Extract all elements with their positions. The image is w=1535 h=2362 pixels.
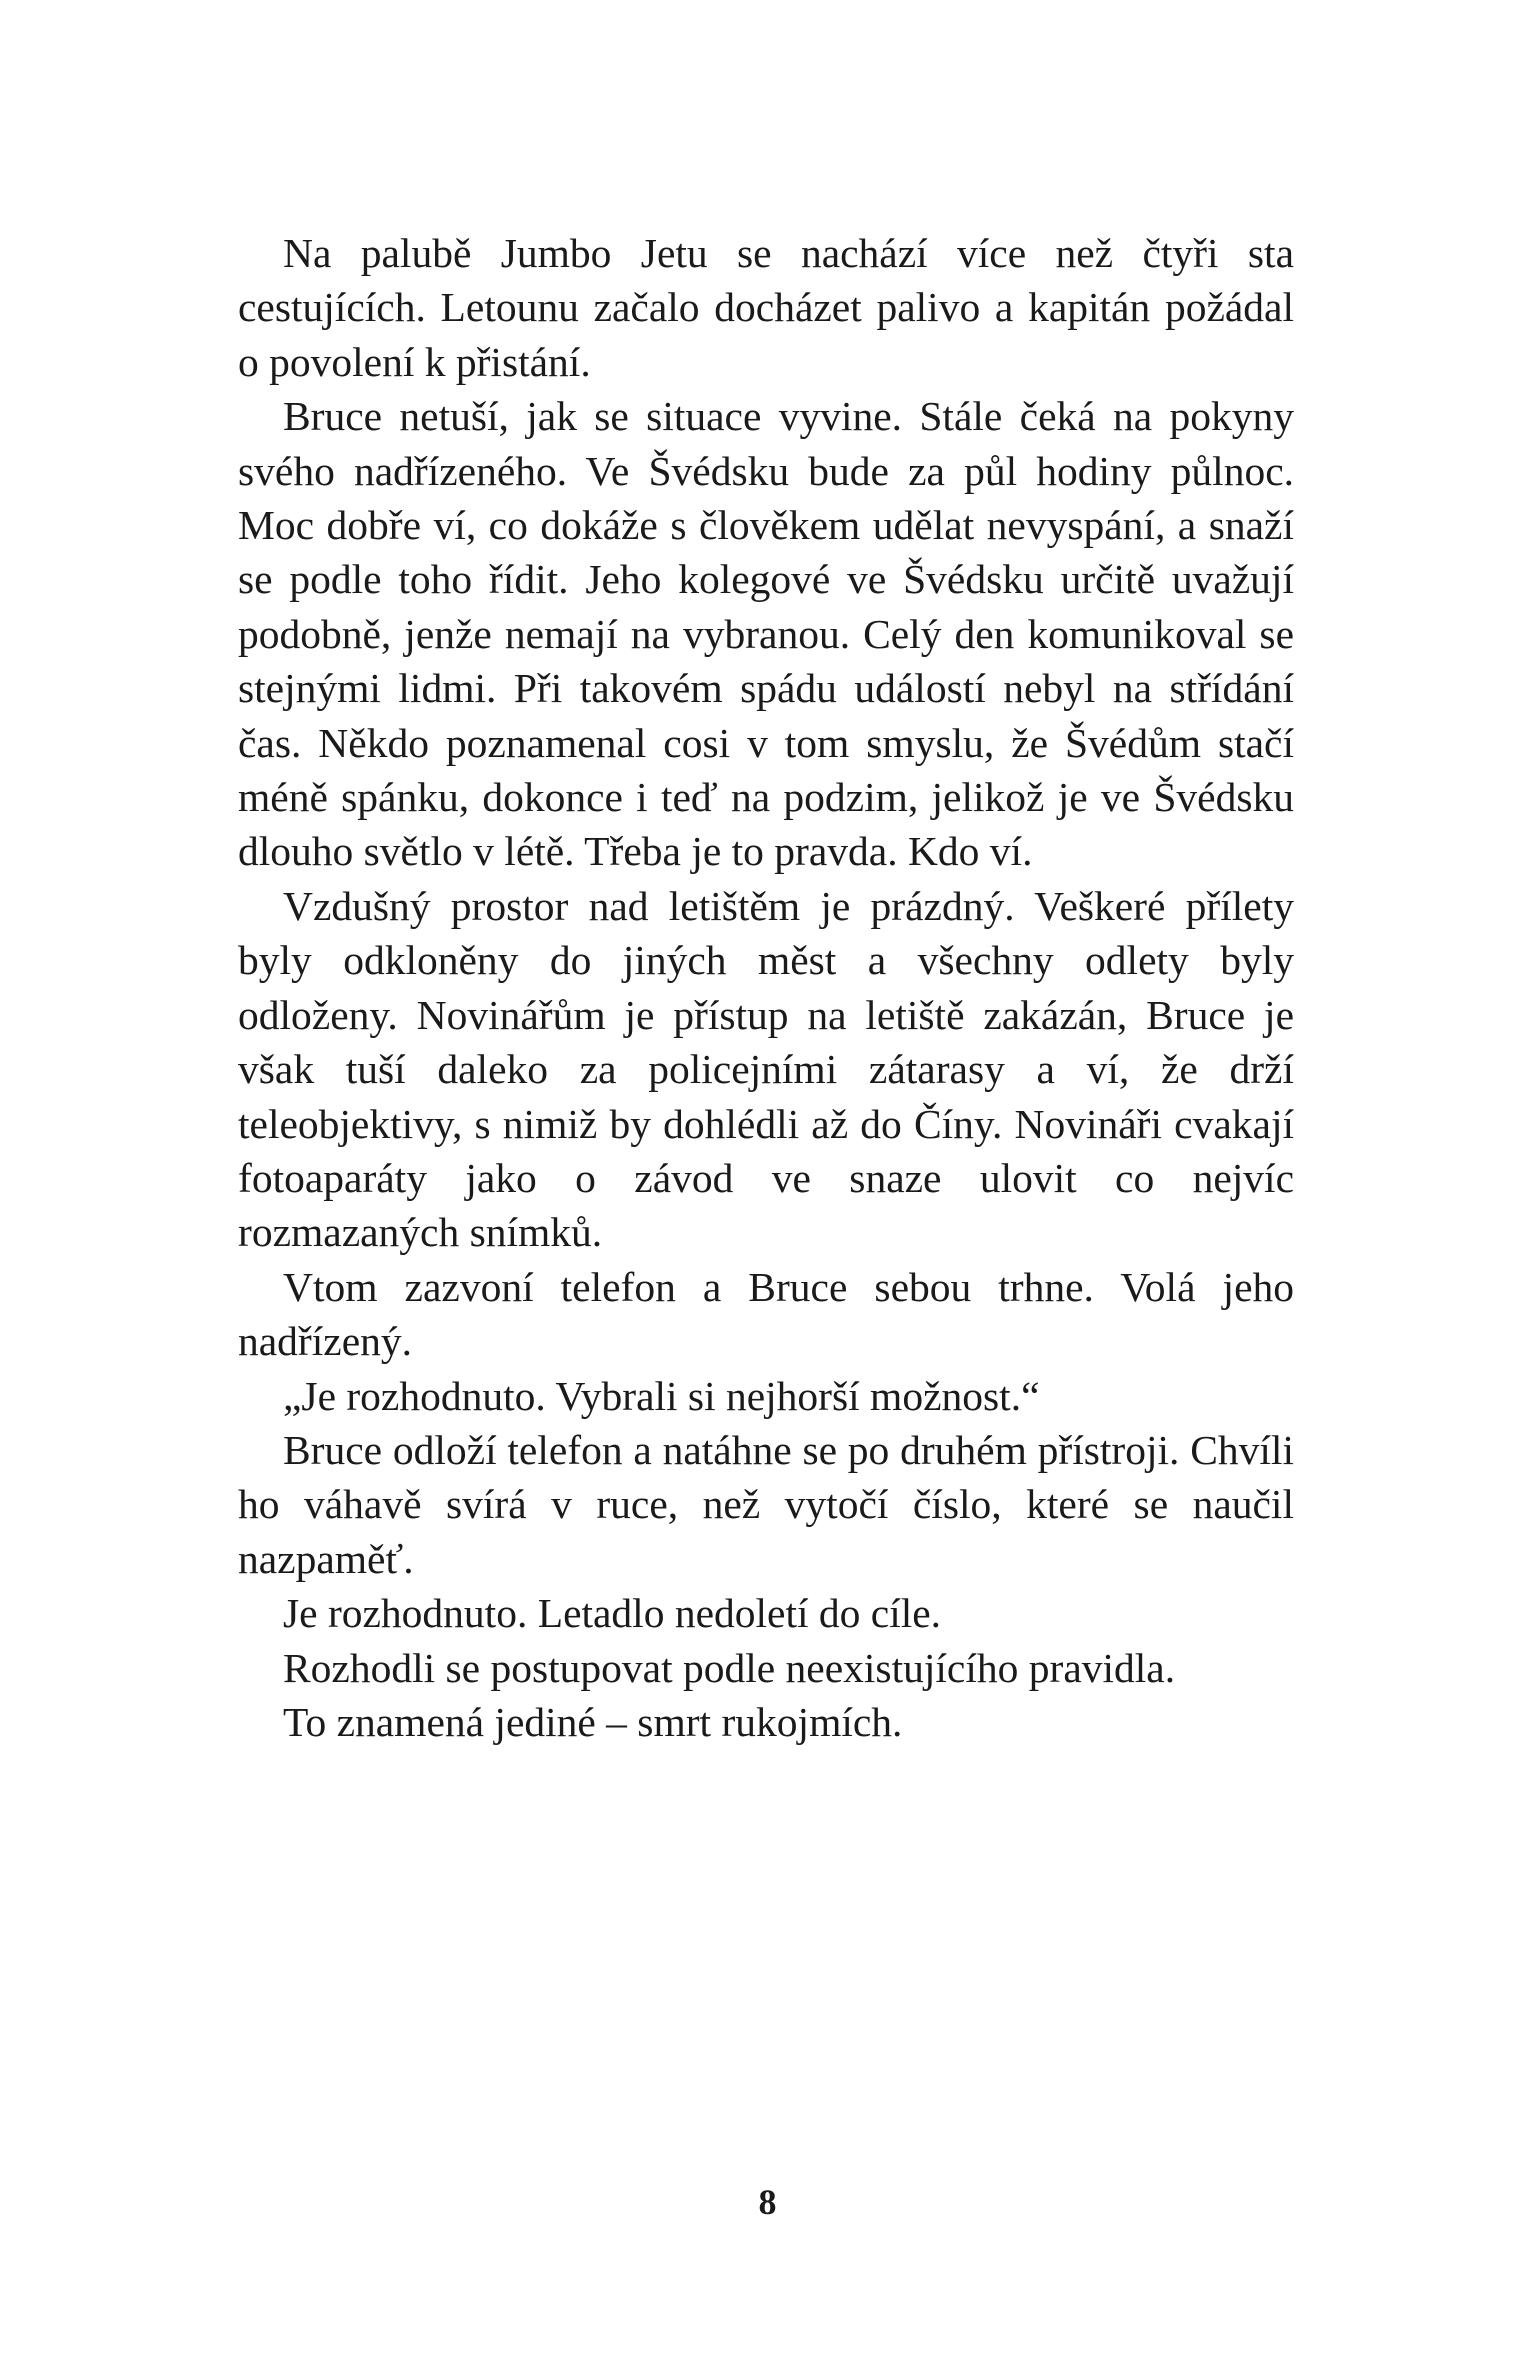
paragraph-1: Na palubě Jumbo Jetu se nachází více než čtyři sta cestujících. Letounu začalo docházet palivo a kapitán požádal o povolení k přistání. — [238, 230, 1294, 385]
paragraph-4: Vtom zazvoní telefon a Bruce sebou trhne. Volá jeho nadřízený. — [238, 1263, 1294, 1365]
paragraph-7: Je rozhodnuto. Letadlo nedoletí do cíle. — [283, 1590, 942, 1637]
paragraph-3: Vzdušný prostor nad letištěm je prázdný. Veškeré přílety byly odkloněny do jiných měst a všechny odlety byly odloženy. Novinářům je přístup na letiště zakázán, Bruce je však tuší daleko za policejními zátarasy a ví, že drží teleobjektivy, s nimiž by dohlédli až do Číny. Novináři cvakají fotoaparáty jako o závod ve snaze ulovit co nejvíc rozmazaných snímků. — [238, 882, 1294, 1256]
paragraph-8: Rozhodli se postupovat podle neexistujícího pravidla. — [283, 1644, 1176, 1691]
paragraph-9: To znamená jediné – smrt rukojmích. — [283, 1698, 903, 1745]
paragraph-5: „Je rozhodnuto. Vybrali si nejhorší možnost.“ — [283, 1372, 1040, 1419]
page-number: 8 — [758, 2182, 777, 2222]
paragraph-6: Bruce odloží telefon a natáhne se po druhém přístroji. Chvíli ho váhavě svírá v ruce, než vytočí číslo, které se naučil nazpaměť. — [238, 1426, 1294, 1582]
body-text — [238, 226, 1294, 1749]
paragraph-2: Bruce netuší, jak se situace vyvine. Stále čeká na pokyny svého nadřízeného. Ve Švédsku bude za půl hodiny půlnoc. Moc dobře ví, co dokáže s člověkem udělat nevyspání, a snaží se podle toho řídit. Jeho kolegové ve Švédsku určitě uvažují podobně, jenže nemají na vybranou. Celý den komunikoval se stejnými lidmi. Při takovém spádu událostí nebyl na střídání čas. Někdo poznamenal cosi v tom smyslu, že Švédům stačí méně spánku, dokonce i teď na podzim, jelikož je ve Švédsku dlouho světlo v létě. Třeba je to pravda. Kdo ví. — [238, 393, 1294, 875]
